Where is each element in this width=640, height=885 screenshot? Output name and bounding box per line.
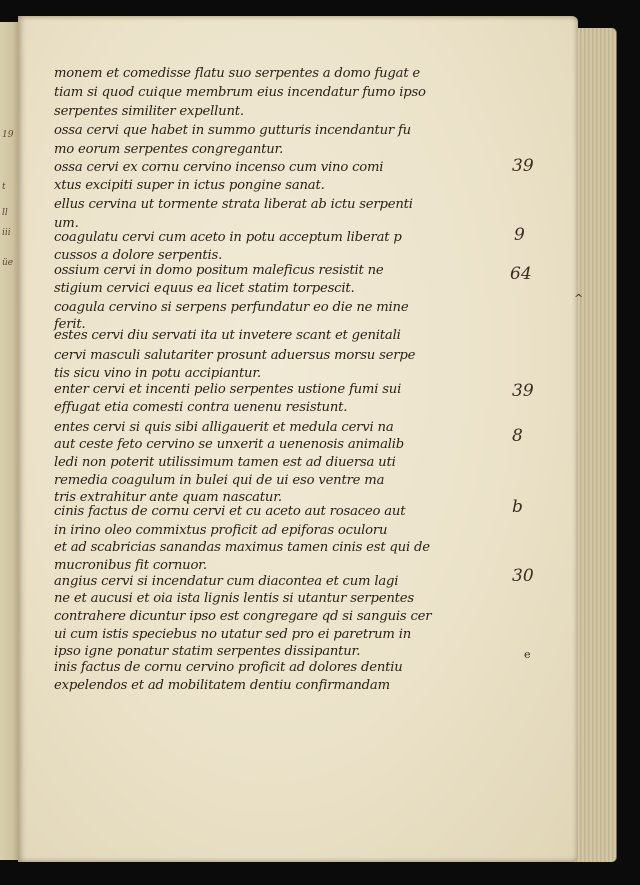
text-line: ferit. bbox=[54, 317, 86, 332]
text-line: ledi non poterit utilissimum tamen est ad diuersa uti bbox=[54, 455, 396, 470]
margin-note: 39 bbox=[512, 381, 534, 401]
left-page-mark: üe bbox=[2, 258, 14, 268]
text-line: xtus excipiti super in ictus pongine sanat. bbox=[54, 178, 325, 193]
text-line: coagula cervino si serpens perfundatur eo die ne mine bbox=[54, 300, 409, 315]
margin-note: e bbox=[524, 648, 531, 661]
margin-note: 30 bbox=[512, 566, 534, 586]
text-line: cinis factus de cornu cervi et cu aceto aut rosaceo aut bbox=[54, 504, 406, 519]
text-line: aut ceste feto cervino se unxerit a uenenosis animalib bbox=[54, 437, 405, 452]
text-line: cussos a dolore serpentis. bbox=[54, 248, 223, 263]
text-line: ui cum istis speciebus no utatur sed pro ei paretrum in bbox=[54, 627, 412, 642]
text-line: ossa cervi ex cornu cervino incenso cum vino comi bbox=[54, 160, 384, 175]
previous-page-edge bbox=[0, 22, 19, 860]
text-line: serpentes similiter expellunt. bbox=[54, 104, 244, 119]
text-line: enter cervi et incenti pelio serpentes ustione fumi sui bbox=[54, 382, 402, 397]
text-line: cervi masculi salutariter prosunt aduersus morsu serpe bbox=[54, 348, 416, 363]
text-line: angius cervi si incendatur cum diacontea et cum lagi bbox=[54, 574, 399, 589]
text-line: monem et comedisse flatu suo serpentes a domo fugat e bbox=[54, 66, 421, 81]
text-line: ne et aucusi et oia ista lignis lentis si utantur serpentes bbox=[54, 591, 414, 606]
text-line: expelendos et ad mobilitatem dentiu confirmandam bbox=[54, 678, 390, 693]
text-line: in irino oleo commixtus proficit ad epiforas oculoru bbox=[54, 523, 388, 538]
text-line: tis sicu vino in potu accipiantur. bbox=[54, 366, 261, 381]
left-page-mark: 19 bbox=[2, 130, 14, 140]
text-line: stigium cervici equus ea licet statim torpescit. bbox=[54, 281, 355, 296]
text-line: et ad scabricias sanandas maximus tamen cinis est qui de bbox=[54, 540, 430, 555]
text-line: tris extrahitur ante quam nascatur. bbox=[54, 490, 282, 505]
text-line: estes cervi diu servati ita ut invetere scant et genitali bbox=[54, 328, 401, 343]
text-line: ipso igne ponatur statim serpentes dissipantur. bbox=[54, 644, 361, 659]
margin-note: 9 bbox=[514, 225, 525, 245]
left-page-mark: ll bbox=[2, 208, 8, 218]
text-line: mo eorum serpentes congregantur. bbox=[54, 142, 284, 157]
text-line: ossium cervi in domo positum maleficus resistit ne bbox=[54, 263, 384, 278]
text-line: effugat etia comesti contra uenenu resistunt. bbox=[54, 400, 348, 415]
text-line: entes cervi si quis sibi alligauerit et medula cervi na bbox=[54, 420, 394, 435]
margin-note: 8 bbox=[512, 426, 523, 446]
text-line: inis factus de cornu cervino proficit ad dolores dentiu bbox=[54, 660, 403, 675]
margin-note: 39 bbox=[512, 156, 534, 176]
margin-note: b bbox=[512, 497, 523, 517]
text-line: remedia coagulum in bulei qui de ui eso ventre ma bbox=[54, 473, 385, 488]
left-page-mark: iii bbox=[2, 228, 11, 238]
text-line: tiam si quod cuique membrum eius incendatur fumo ipso bbox=[54, 85, 426, 100]
text-line: contrahere dicuntur ipso est congregare qd si sanguis cer bbox=[54, 609, 432, 624]
margin-note: 64 bbox=[510, 264, 532, 284]
margin-note: ^ bbox=[574, 292, 584, 305]
text-line: um. bbox=[54, 216, 79, 231]
text-line: coagulatu cervi cum aceto in potu acceptum liberat p bbox=[54, 230, 402, 245]
text-line: ossa cervi que habet in summo gutturis incendantur fu bbox=[54, 123, 411, 138]
left-page-mark: t bbox=[2, 182, 6, 192]
text-line: ellus cervina ut tormente strata liberat ab ictu serpenti bbox=[54, 197, 413, 212]
text-line: mucronibus fit cornuor. bbox=[54, 558, 207, 573]
